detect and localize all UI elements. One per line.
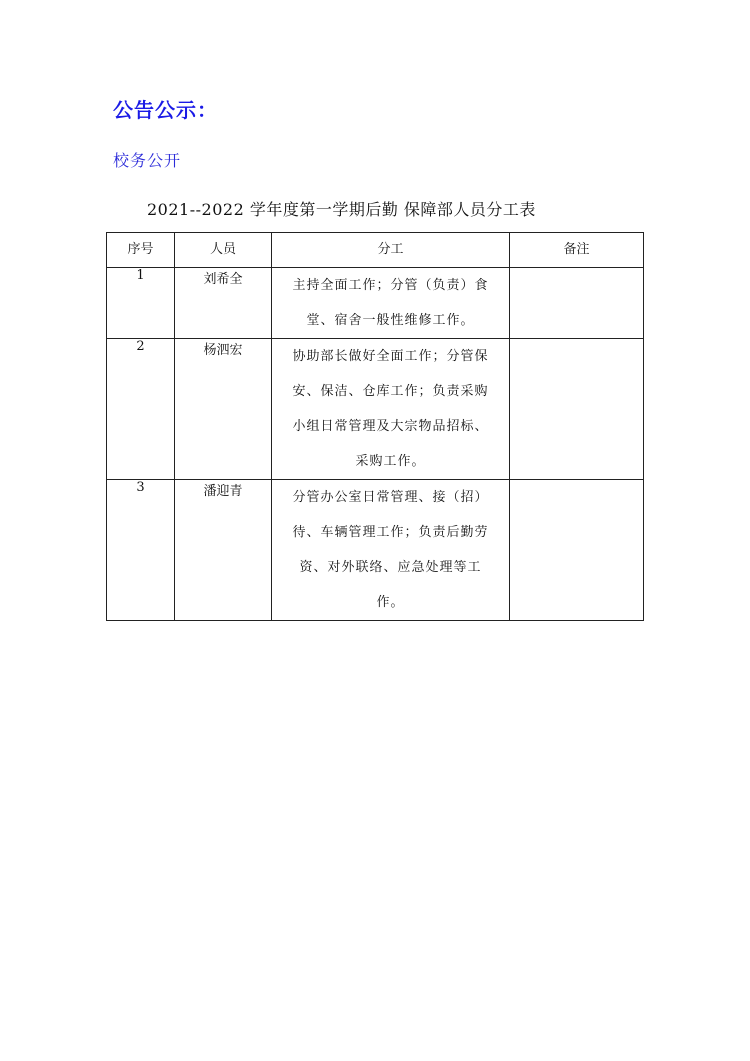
table-row bbox=[107, 268, 644, 339]
duty-line: 采购工作。 bbox=[355, 454, 426, 469]
announcement-heading: 公告公示： bbox=[113, 98, 218, 122]
header-person: 人员 bbox=[175, 233, 272, 268]
row-note bbox=[510, 268, 644, 339]
row-person: 潘迎青 bbox=[175, 480, 272, 621]
duty-line: 堂、宿舍一般性维修工作。 bbox=[306, 313, 475, 328]
section-subheading: 校务公开 bbox=[113, 151, 182, 170]
header-note: 备注 bbox=[510, 233, 644, 268]
row-person: 刘希全 bbox=[175, 268, 272, 339]
row-number: 3 bbox=[107, 480, 175, 621]
table-row bbox=[107, 339, 644, 480]
table-header-row bbox=[107, 233, 644, 268]
row-note bbox=[510, 339, 644, 480]
duty-line: 小组日常管理及大宗物品招标、 bbox=[292, 419, 489, 434]
row-note bbox=[510, 480, 644, 621]
duty-line: 资、对外联络、应急处理等工 bbox=[299, 560, 482, 575]
duty-line: 主持全面工作；分管（负责）食 bbox=[292, 278, 489, 293]
row-duty bbox=[272, 268, 510, 339]
duty-line: 协助部长做好全面工作；分管保 bbox=[292, 349, 489, 364]
duty-line: 待、车辆管理工作；负责后勤劳 bbox=[292, 525, 489, 540]
row-duty bbox=[272, 480, 510, 621]
duty-line: 安、保洁、仓库工作；负责采购 bbox=[292, 384, 489, 399]
header-duty: 分工 bbox=[272, 233, 510, 268]
row-number: 2 bbox=[107, 339, 175, 480]
duty-assignment-table bbox=[106, 232, 644, 621]
header-number: 序号 bbox=[107, 233, 175, 268]
row-duty bbox=[272, 339, 510, 480]
table-title: 2021--2022 学年度第一学期后勤 保障部人员分工表 bbox=[147, 200, 536, 219]
table-row bbox=[107, 480, 644, 621]
row-person: 杨泗宏 bbox=[175, 339, 272, 480]
row-number: 1 bbox=[107, 268, 175, 339]
duty-line: 分管办公室日常管理、接（招） bbox=[292, 490, 489, 505]
duty-line: 作。 bbox=[376, 595, 405, 610]
